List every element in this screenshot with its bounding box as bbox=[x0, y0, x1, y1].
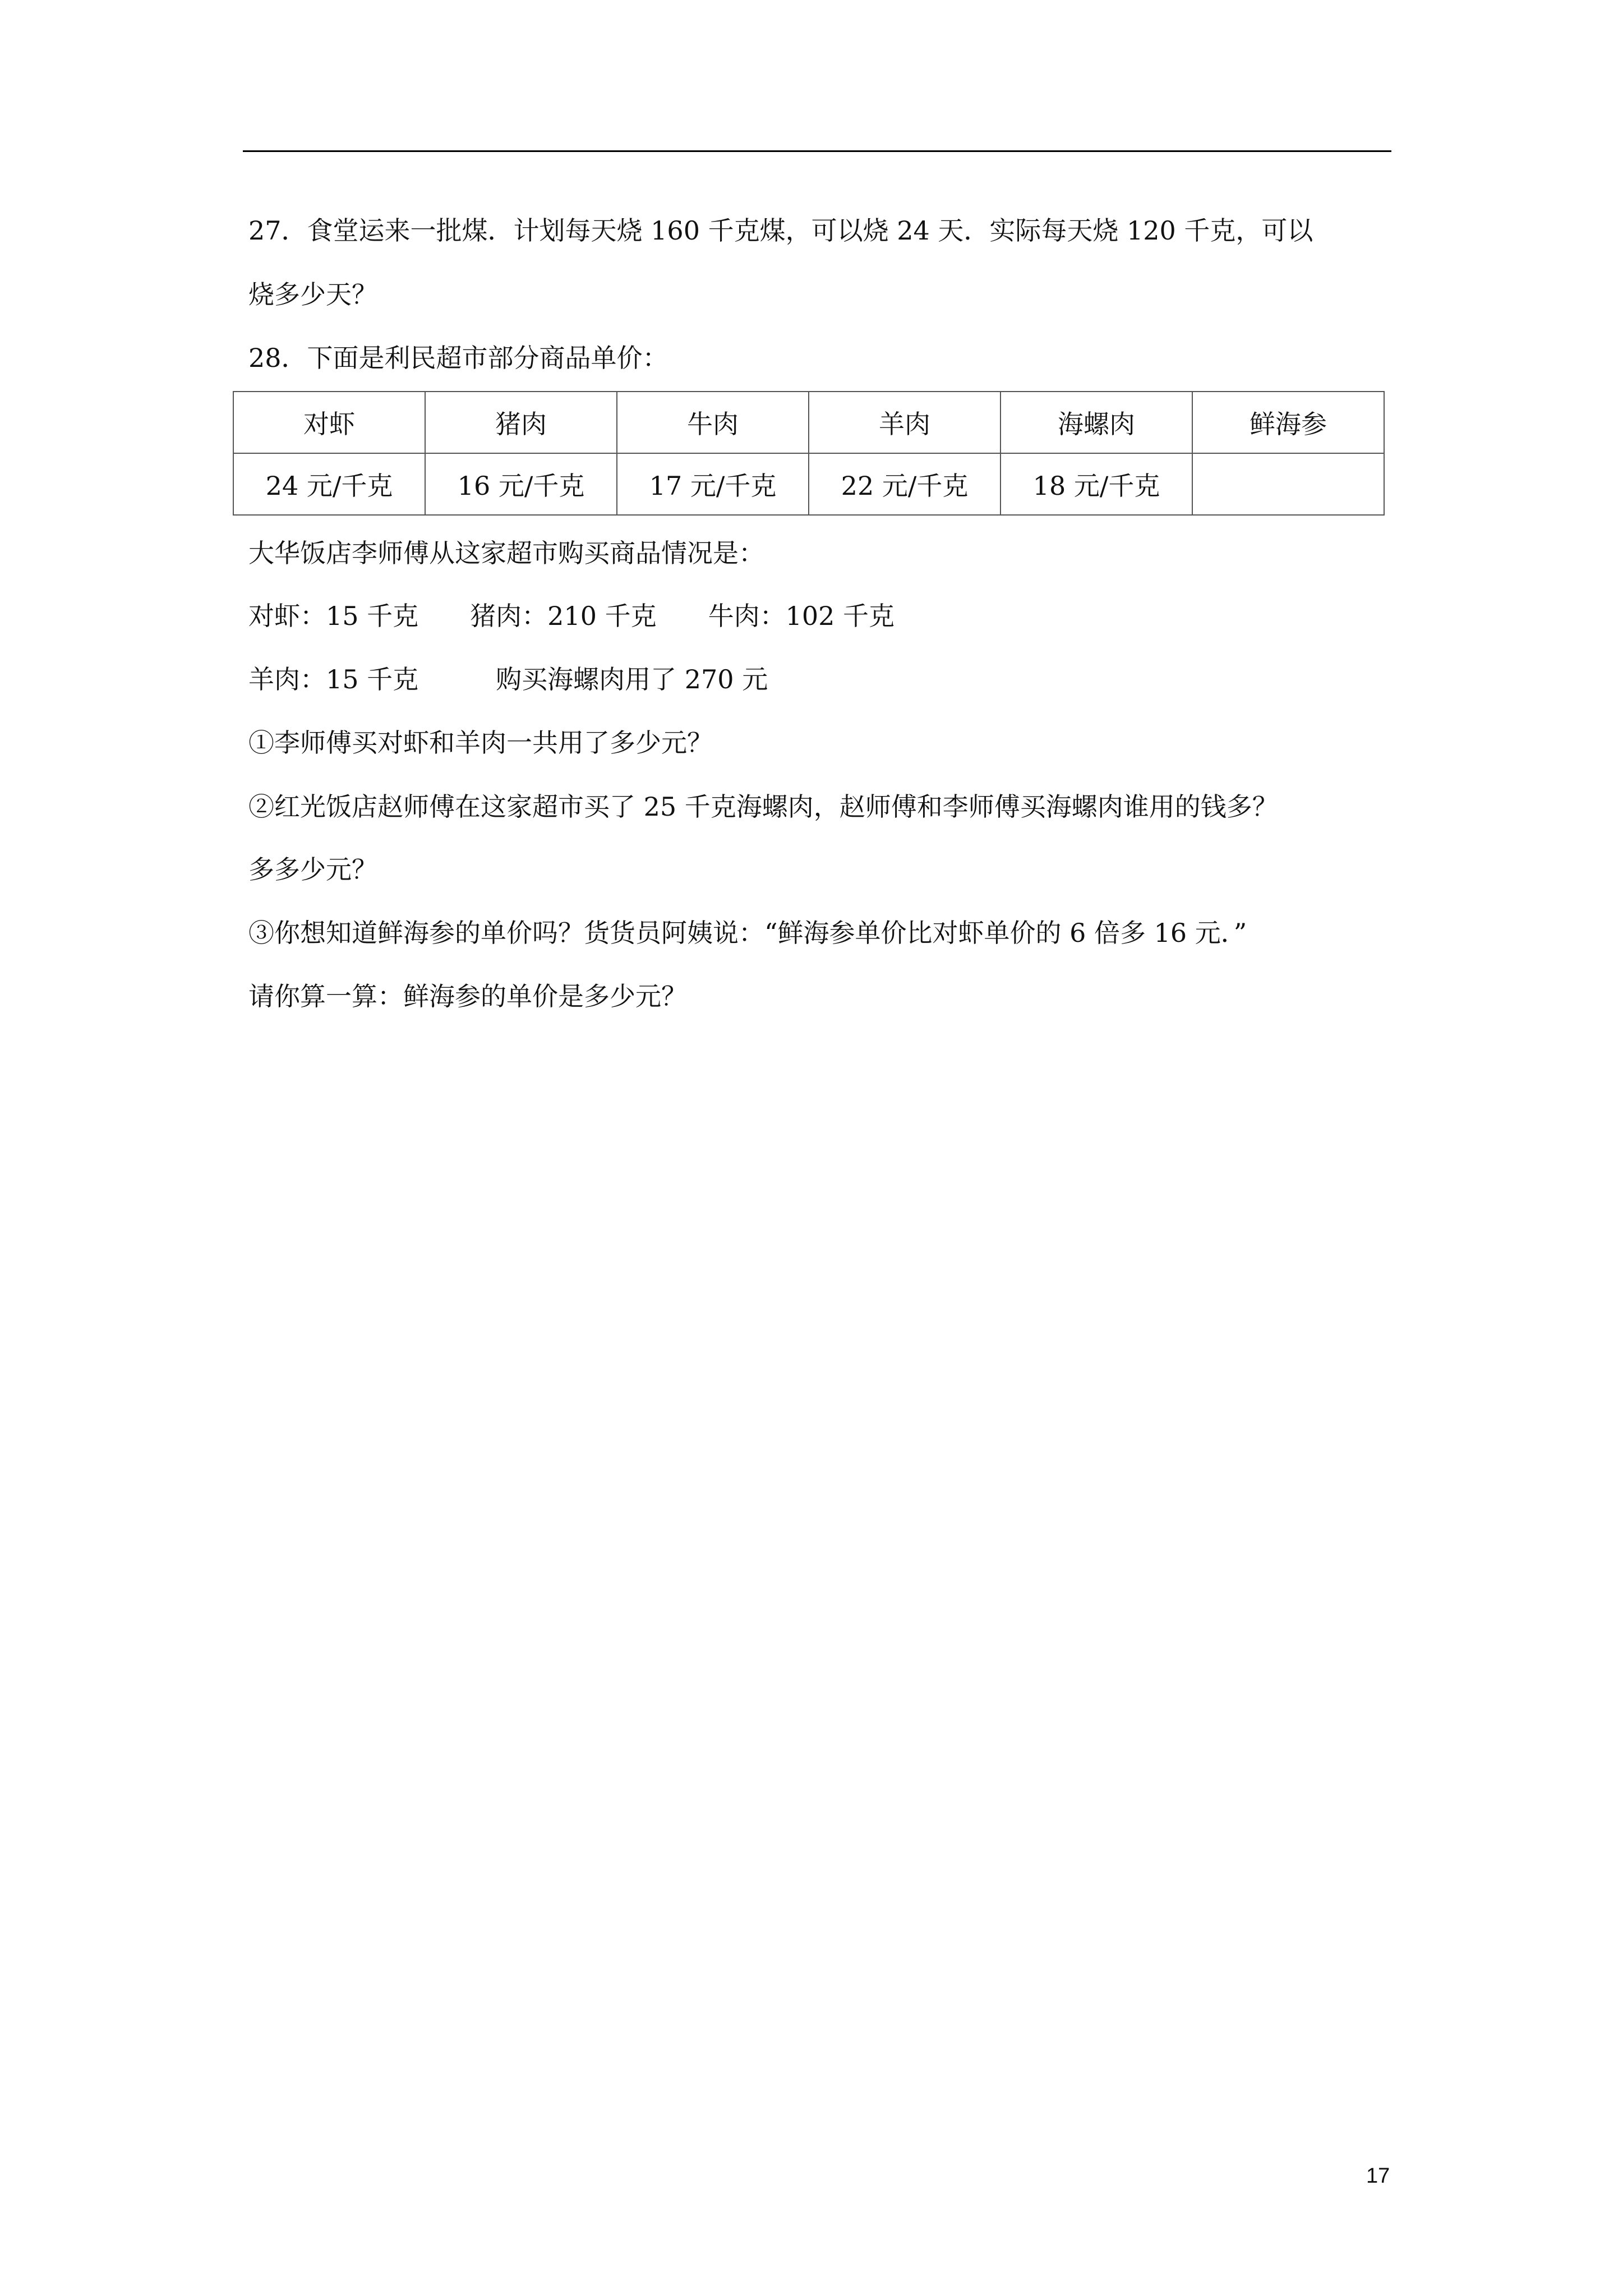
sub-question-2-line-2: 多多少元？ bbox=[248, 854, 377, 885]
table-header-row bbox=[233, 392, 1384, 453]
question-28-intro: 28．下面是利民超市部分商品单价： bbox=[248, 343, 668, 373]
page-number: 17 bbox=[1366, 2164, 1390, 2188]
header-rule bbox=[243, 150, 1391, 152]
sub-question-1: ①李师傅买对虾和羊肉一共用了多少元？ bbox=[248, 728, 713, 758]
purchase-line-2: 羊肉：15 千克 购买海螺肉用了 270 元 bbox=[248, 664, 768, 694]
table-header-cell: 牛肉 bbox=[617, 392, 809, 453]
table-cell: 17 元/千克 bbox=[617, 453, 809, 515]
sub-question-2-line-1: ②红光饭店赵师傅在这家超市买了 25 千克海螺肉，赵师傅和李师傅买海螺肉谁用的钱多？ bbox=[248, 792, 1278, 822]
purchase-line-1: 对虾：15 千克 猪肉：210 千克 牛肉：102 千克 bbox=[248, 601, 895, 631]
table-row bbox=[233, 453, 1384, 515]
table-cell-empty bbox=[1192, 453, 1384, 515]
sub-question-3-line-2: 请你算一算：鲜海参的单价是多少元？ bbox=[248, 981, 687, 1011]
question-27-line-1: 27．食堂运来一批煤．计划每天烧 160 千克煤，可以烧 24 天．实际每天烧 120 千克，可以 bbox=[248, 215, 1313, 246]
table-cell: 18 元/千克 bbox=[1000, 453, 1192, 515]
table-cell: 24 元/千克 bbox=[233, 453, 425, 515]
table-header-cell: 猪肉 bbox=[425, 392, 617, 453]
price-table bbox=[233, 391, 1385, 516]
purchase-intro: 大华饭店李师傅从这家超市购买商品情况是： bbox=[248, 538, 764, 568]
table-cell: 22 元/千克 bbox=[809, 453, 1000, 515]
table-header-cell: 对虾 bbox=[233, 392, 425, 453]
table-header-cell: 鲜海参 bbox=[1192, 392, 1384, 453]
table-cell: 16 元/千克 bbox=[425, 453, 617, 515]
question-27-line-2: 烧多少天？ bbox=[248, 279, 377, 310]
sub-question-3-line-1: ③你想知道鲜海参的单价吗？货货员阿姨说：“鲜海参单价比对虾单价的 6 倍多 16 元．” bbox=[248, 918, 1247, 948]
table-header-cell: 海螺肉 bbox=[1000, 392, 1192, 453]
table-header-cell: 羊肉 bbox=[809, 392, 1000, 453]
